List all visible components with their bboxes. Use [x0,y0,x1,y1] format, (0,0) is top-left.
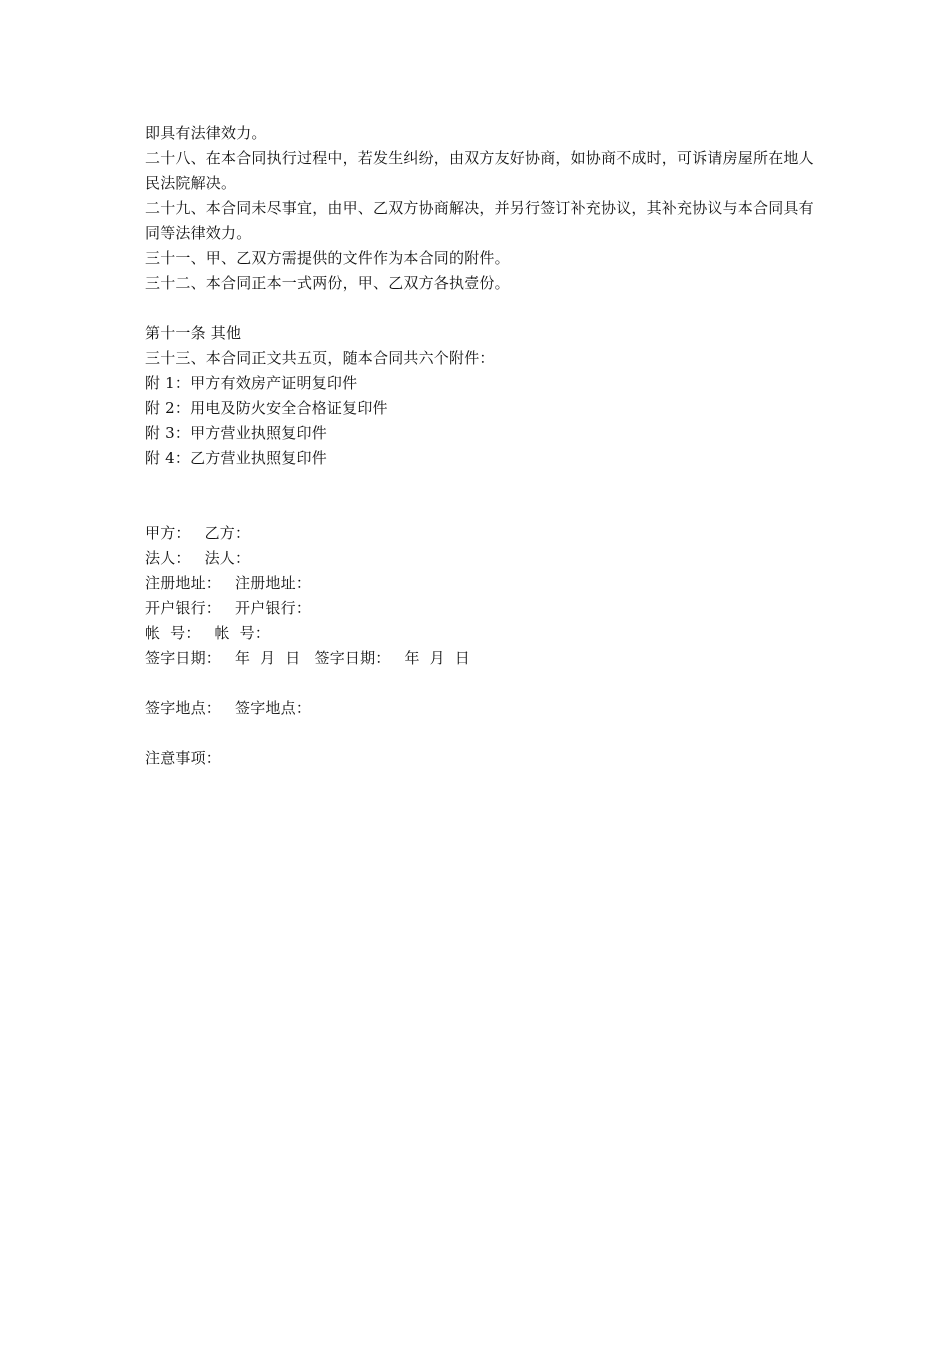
spacer [145,721,815,746]
signature-bank-row [145,596,815,621]
notes-label: 注意事项： [145,749,222,767]
clause-33: 三十三、本合同正文共五页，随本合同共六个附件： [145,349,495,367]
account-a-label: 帐 号： [145,624,201,642]
party-a-label: 甲方： [145,524,191,542]
party-b-label: 乙方： [204,524,251,542]
spacer [145,471,815,521]
spacer [145,671,815,696]
spacer [145,296,815,321]
date-a-label: 签字日期： [145,649,222,667]
clause-32: 三十二、本合同正本一式两份，甲、乙双方各执壹份。 [145,274,510,292]
account-b-label: 帐 号： [214,624,271,642]
signature-date-row [145,646,815,671]
document-page [145,121,815,771]
attachment-4: 附 4：乙方营业执照复印件 [145,449,327,467]
place-a-label: 签字地点： [145,699,222,717]
signature-legal-row [145,546,815,571]
bank-a-label: 开户银行： [145,599,222,617]
signature-party-row [145,521,815,546]
signature-address-row [145,571,815,596]
signature-account-row [145,621,815,646]
address-b-label: 注册地址： [235,574,312,592]
date-a-fields: 年 月 日 [235,649,301,667]
legal-a-label: 法人： [145,549,191,567]
date-b-fields: 年 月 日 [404,649,470,667]
signature-place-row [145,696,815,721]
attachment-2: 附 2：用电及防火安全合格证复印件 [145,399,388,417]
legal-b-label: 法人： [204,549,251,567]
clause-28: 二十八、在本合同执行过程中，若发生纠纷，由双方友好协商，如协商不成时，可诉请房屋所在地人民法院解决。 [145,149,814,192]
attachment-3: 附 3：甲方营业执照复印件 [145,424,327,442]
bank-b-label: 开户银行： [235,599,312,617]
clause-29: 二十九、本合同未尽事宜，由甲、乙双方协商解决，并另行签订补充协议，其补充协议与本合同具有同等法律效力。 [145,199,814,242]
place-b-label: 签字地点： [235,699,312,717]
date-b-label: 签字日期： [314,649,391,667]
clause-31: 三十一、甲、乙双方需提供的文件作为本合同的附件。 [145,249,510,267]
attachment-1: 附 1：甲方有效房产证明复印件 [145,374,358,392]
address-a-label: 注册地址： [145,574,222,592]
clause-27-tail: 即具有法律效力。 [145,124,267,142]
section-11-heading: 第十一条 其他 [145,324,242,342]
